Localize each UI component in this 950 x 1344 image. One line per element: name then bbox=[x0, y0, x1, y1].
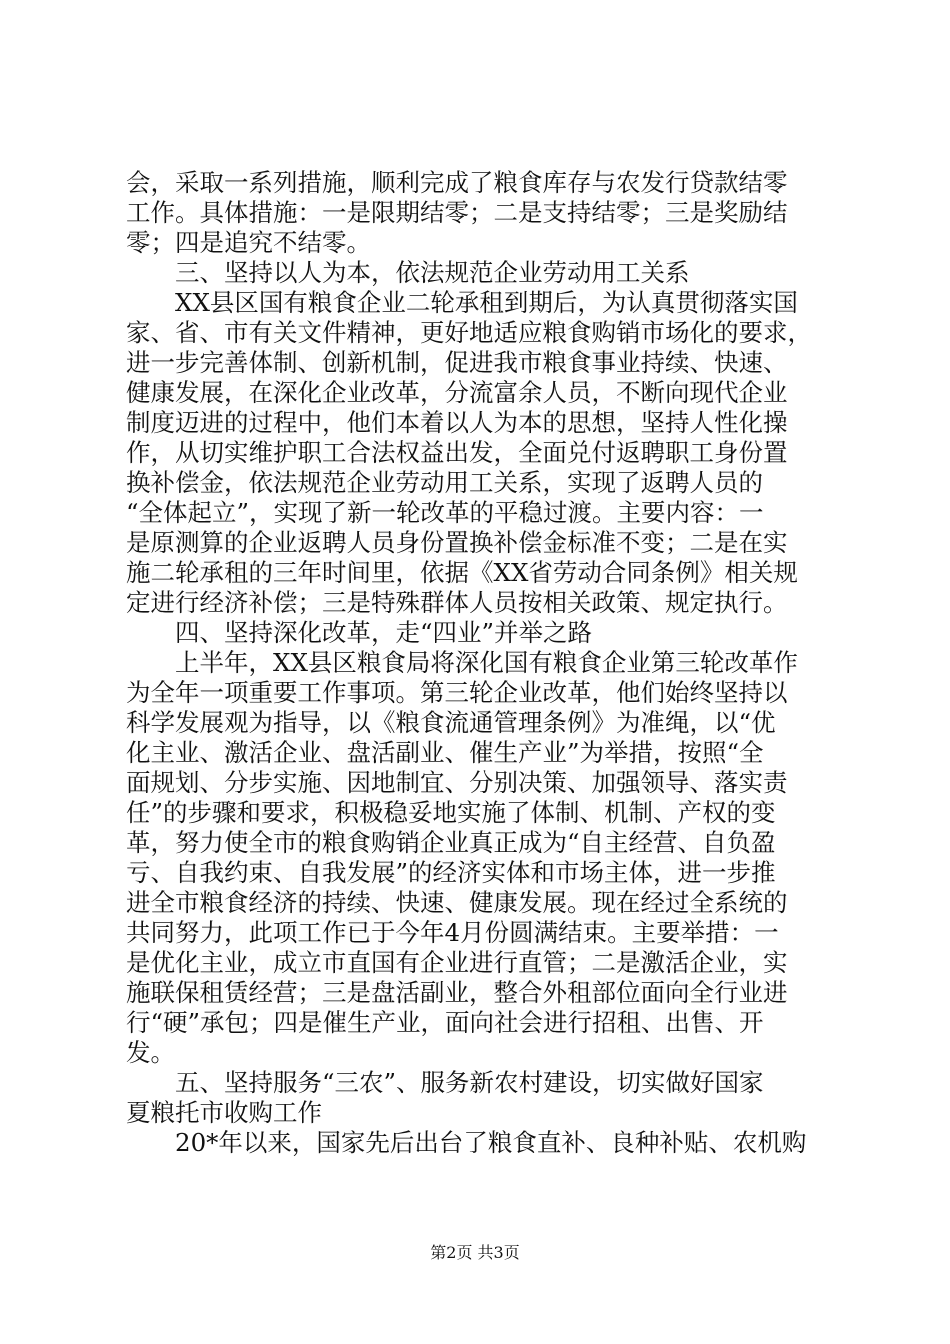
section-heading-5-cont: 夏粮托市收购工作 bbox=[126, 1098, 322, 1127]
text-line: 20*年以来，国家先后出台了粮食直补、良种补贴、农机购 bbox=[126, 1128, 807, 1157]
text-line: 施二轮承租的三年时间里，依据《XX省劳动合同条例》相关规 bbox=[126, 558, 798, 587]
text-line: 上半年，XX县区粮食局将深化国有粮食企业第三轮改革作 bbox=[126, 648, 798, 677]
text-line: 任”的步骤和要求，积极稳妥地实施了体制、机制、产权的变 bbox=[126, 798, 776, 827]
text-line: 是原测算的企业返聘人员身份置换补偿金标准不变；二是在实 bbox=[126, 528, 788, 557]
page-number-footer: 第2页 共3页 bbox=[430, 1243, 520, 1262]
section-heading-3: 三、坚持以人为本，依法规范企业劳动用工关系 bbox=[126, 258, 690, 287]
document-body bbox=[126, 168, 826, 1158]
text-line: 制度迈进的过程中，他们本着以人为本的思想，坚持人性化操 bbox=[126, 408, 788, 437]
text-line: 面规划、分步实施、因地制宜、分别决策、加强领导、落实责 bbox=[126, 768, 788, 797]
text-line: 作，从切实维护职工合法权益出发，全面兑付返聘职工身份置 bbox=[126, 438, 788, 467]
text-line: 化主业、激活企业、盘活副业、催生产业”为举措，按照“全 bbox=[126, 738, 764, 767]
text-line: 是优化主业，成立市直国有企业进行直管；二是激活企业，实 bbox=[126, 948, 788, 977]
text-line: 家、省、市有关文件精神，更好地适应粮食购销市场化的要求， bbox=[126, 318, 812, 347]
text-line: 行“硬”承包；四是催生产业，面向社会进行招租、出售、开 bbox=[126, 1008, 764, 1037]
text-line: 进一步完善体制、创新机制，促进我市粮食事业持续、快速、 bbox=[126, 348, 788, 377]
section-heading-5: 五、坚持服务“三农”、服务新农村建设，切实做好国家 bbox=[126, 1068, 764, 1097]
text-line: 为全年一项重要工作事项。第三轮企业改革，他们始终坚持以 bbox=[126, 678, 788, 707]
text-line: 健康发展，在深化企业改革，分流富余人员，不断向现代企业 bbox=[126, 378, 788, 407]
text-line: 发。 bbox=[126, 1038, 175, 1067]
text-line: XX县区国有粮食企业二轮承租到期后，为认真贯彻落实国 bbox=[126, 288, 798, 317]
text-line: 共同努力，此项工作已于今年4月份圆满结束。主要举措：一 bbox=[126, 918, 779, 947]
text-line: 亏、自我约束、自我发展”的经济实体和市场主体，进一步推 bbox=[126, 858, 776, 887]
section-heading-4: 四、坚持深化改革，走“四业”并举之路 bbox=[126, 618, 593, 647]
text-line: 进全市粮食经济的持续、快速、健康发展。现在经过全系统的 bbox=[126, 888, 788, 917]
text-line: “全体起立”，实现了新一轮改革的平稳过渡。主要内容：一 bbox=[126, 498, 764, 527]
text-line: 施联保租赁经营；三是盘活副业，整合外租部位面向全行业进 bbox=[126, 978, 788, 1007]
text-line: 零；四是追究不结零。 bbox=[126, 228, 371, 257]
text-line: 科学发展观为指导，以《粮食流通管理条例》为准绳，以“优 bbox=[126, 708, 776, 737]
text-line: 定进行经济补偿；三是特殊群体人员按相关政策、规定执行。 bbox=[126, 588, 788, 617]
text-line: 革，努力使全市的粮食购销企业真正成为“自主经营、自负盈 bbox=[126, 828, 776, 857]
text-line: 换补偿金，依法规范企业劳动用工关系，实现了返聘人员的 bbox=[126, 468, 763, 497]
text-line: 会，采取一系列措施，顺利完成了粮食库存与农发行贷款结零 bbox=[126, 168, 788, 197]
text-line: 工作。具体措施：一是限期结零；二是支持结零；三是奖励结 bbox=[126, 198, 788, 227]
